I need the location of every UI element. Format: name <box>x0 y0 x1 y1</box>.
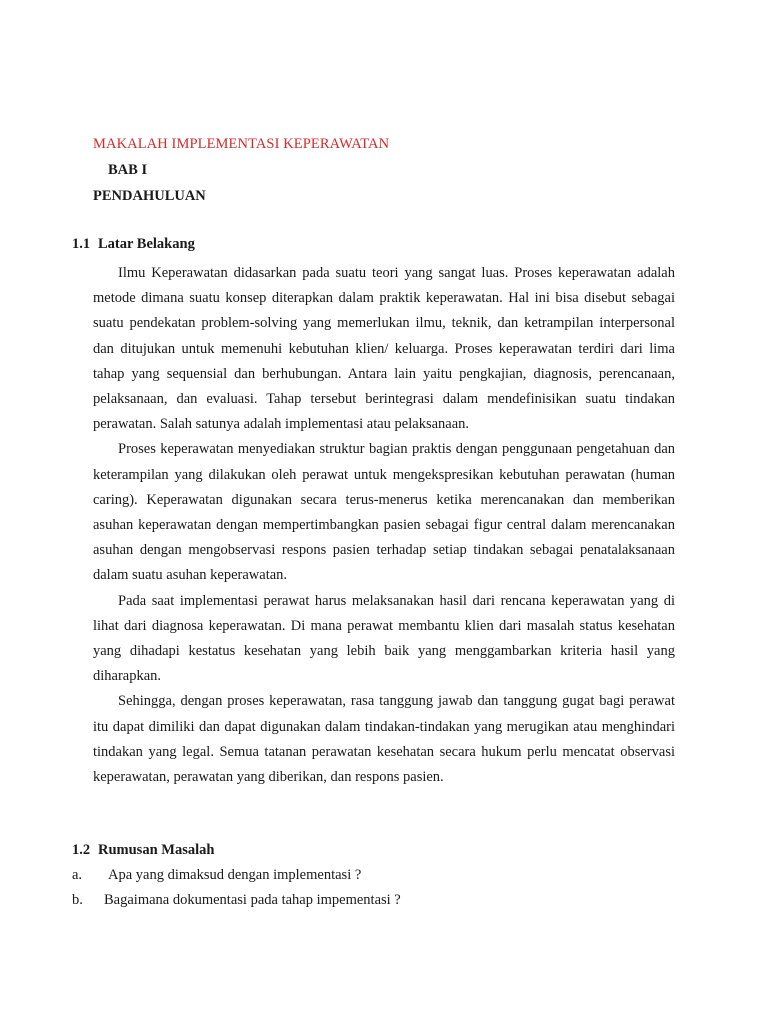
document-title: MAKALAH IMPLEMENTASI KEPERAWATAN <box>93 136 390 152</box>
section-title: Rumusan Masalah <box>98 842 215 858</box>
section-body-latar-belakang <box>93 261 675 790</box>
chapter-label: BAB I <box>108 162 148 178</box>
list-item-text: Apa yang dimaksud dengan implementasi ? <box>108 867 362 883</box>
section-number: 1.1 <box>72 236 91 252</box>
paragraph: Proses keperawatan menyediakan struktur bagian praktis dengan penggunaan pengetahuan dan keterampilan yang dilakukan oleh perawat untuk mengekspresikan kebutuhan perawatan (human caring). Keperawatan digunakan secara terus-menerus ketika merencanakan dan memberikan asuhan keperawatan dengan mempertimbangkan pasien sebagai figur central dalam merencanakan asuhan dengan mengobservasi respons pasien terhadap setiap tindakan sebagai penatalaksanaan dalam suatu asuhan keperawatan. <box>93 441 675 584</box>
paragraph: Sehingga, dengan proses keperawatan, rasa tanggung jawab dan tanggung gugat bagi perawat itu dapat dimiliki dan dapat digunakan dalam tindakan-tindakan yang merugikan atau menghindari tindakan yang legal. Semua tatanan perawatan kesehatan secara hukum perlu mencatat observasi keperawatan, perawatan yang diberikan, dan respons pasien. <box>93 693 675 786</box>
problem-list <box>72 863 672 913</box>
list-item-text: Bagaimana dokumentasi pada tahap impementasi ? <box>104 892 401 908</box>
section-heading-rumusan-masalah <box>72 842 214 859</box>
list-marker: b. <box>72 892 83 908</box>
list-item <box>72 888 672 913</box>
section-title: Latar Belakang <box>98 236 195 252</box>
chapter-title: PENDAHULUAN <box>93 188 206 204</box>
section-number: 1.2 <box>72 842 91 858</box>
paragraph: Ilmu Keperawatan didasarkan pada suatu teori yang sangat luas. Proses keperawatan adalah metode dimana suatu konsep diterapkan dalam praktik keperawatan. Hal ini bisa disebut sebagai suatu pendekatan problem-solving yang memerlukan ilmu, teknik, dan ketrampilan interpersonal dan ditujukan untuk memenuhi kebutuhan klien/ keluarga. Proses keperawatan terdiri dari lima tahap yang sequensial dan berhubungan. Antara lain yaitu pengkajian, diagnosis, perencanaan, pelaksanaan, dan evaluasi. Tahap tersebut berintegrasi dalam mendefinisikan suatu tindakan perawatan. Salah satunya adalah implementasi atau pelaksanaan. <box>93 265 675 433</box>
section-heading-latar-belakang <box>72 236 195 253</box>
list-marker: a. <box>72 867 83 883</box>
list-item <box>72 863 672 888</box>
paragraph: Pada saat implementasi perawat harus melaksanakan hasil dari rencana keperawatan yang di lihat dari diagnosa keperawatan. Di mana perawat membantu klien dari masalah status kesehatan yang dihadapi kestatus kesehatan yang lebih baik yang menggambarkan kriteria hasil yang diharapkan. <box>93 592 675 685</box>
